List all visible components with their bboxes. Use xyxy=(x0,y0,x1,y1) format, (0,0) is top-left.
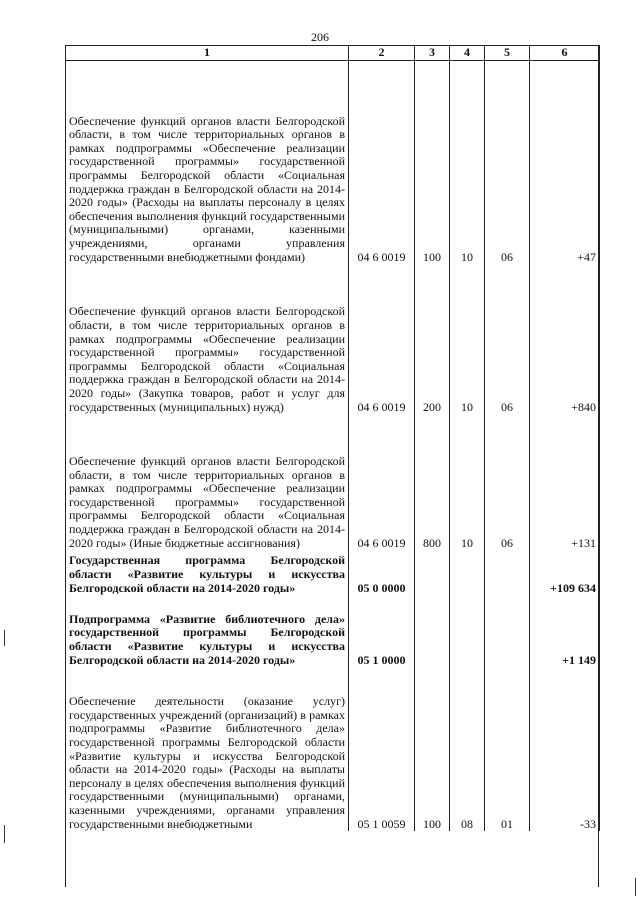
table-row xyxy=(66,667,600,831)
row-col3: 800 xyxy=(415,414,450,550)
row-col4 xyxy=(450,550,485,595)
row-description: Обеспечение функций органов власти Белгородской области, в том числе территориальных органов в рамках подпрограммы «Обеспечение реализации государственной программы» государственной программы Белгородской области «Социальная поддержка граждан в Белгородской области на 2014-2020 годы» (Закупка товаров, работ и услуг для государственных (муниципальных) нужд) xyxy=(66,264,349,414)
budget-table xyxy=(65,45,600,831)
row-code: 05 1 0059 xyxy=(349,667,415,831)
row-col5 xyxy=(485,595,530,667)
table-row xyxy=(66,550,600,595)
table-row xyxy=(66,60,600,264)
row-col5: 06 xyxy=(485,60,530,264)
column-header-6: 6 xyxy=(530,46,600,61)
row-description: Подпрограмма «Развитие библиотечного дела» государственной программы Белгородской области «Развитие культуры и искусства Белгородской области на 2014-2020 годы» xyxy=(66,595,349,667)
row-col4: 10 xyxy=(450,414,485,550)
row-amount: -33 xyxy=(530,667,600,831)
column-header-1: 1 xyxy=(66,46,349,61)
row-amount: +109 634 xyxy=(530,550,600,595)
page-number: 206 xyxy=(311,30,329,44)
column-header-3: 3 xyxy=(415,46,450,61)
row-code: 04 6 0019 xyxy=(349,414,415,550)
row-code: 04 6 0019 xyxy=(349,60,415,264)
row-code: 04 6 0019 xyxy=(349,264,415,414)
column-header-5: 5 xyxy=(485,46,530,61)
row-col4 xyxy=(450,595,485,667)
scan-edge-mark xyxy=(635,878,636,896)
row-col3: 100 xyxy=(415,667,450,831)
table-row xyxy=(66,414,600,550)
row-amount: +47 xyxy=(530,60,600,264)
row-col3 xyxy=(415,595,450,667)
table-row xyxy=(66,595,600,667)
column-header-4: 4 xyxy=(450,46,485,61)
header-row xyxy=(66,46,600,61)
row-col3 xyxy=(415,550,450,595)
row-code: 05 0 0000 xyxy=(349,550,415,595)
row-col5: 06 xyxy=(485,264,530,414)
row-description: Государственная программа Белгородской области «Развитие культуры и искусства Белгородской области на 2014-2020 годы» xyxy=(66,550,349,595)
table-row xyxy=(66,264,600,414)
row-col3: 200 xyxy=(415,264,450,414)
scan-edge-mark xyxy=(4,630,5,646)
row-amount: +840 xyxy=(530,264,600,414)
row-description: Обеспечение функций органов власти Белгородской области, в том числе территориальных органов в рамках подпрограммы «Обеспечение реализации государственной программы» государственной программы Белгородской области «Социальная поддержка граждан в Белгородской области на 2014-2020 годы» (Расходы на выплаты персоналу в целях обеспечения выполнения функций государственными (муниципальными) органами, казенными учреждениями, органами управления государственными внебюджетными фондами) xyxy=(66,60,349,264)
row-amount: +131 xyxy=(530,414,600,550)
row-col5: 01 xyxy=(485,667,530,831)
row-col4: 10 xyxy=(450,264,485,414)
row-code: 05 1 0000 xyxy=(349,595,415,667)
row-amount: +1 149 xyxy=(530,595,600,667)
scan-edge-mark xyxy=(4,825,5,843)
row-col5: 06 xyxy=(485,414,530,550)
row-col5 xyxy=(485,550,530,595)
row-col4: 10 xyxy=(450,60,485,264)
row-description: Обеспечение функций органов власти Белгородской области, в том числе территориальных органов в рамках подпрограммы «Обеспечение реализации государственной программы» государственной программы Белгородской области «Социальная поддержка граждан в Белгородской области на 2014-2020 годы» (Иные бюджетные ассигнования) xyxy=(66,414,349,550)
row-col3: 100 xyxy=(415,60,450,264)
row-description: Обеспечение деятельности (оказание услуг) государственных учреждений (организаций) в рамках подпрограммы «Развитие библиотечного дела» государственной программы Белгородской области «Развитие культуры и искусства Белгородской области на 2014-2020 годы» (Расходы на выплаты персоналу в целях обеспечения выполнения функций государственными (муниципальными) органами, казенными учреждениями, органами управления государственными внебюджетными xyxy=(66,667,349,831)
row-col4: 08 xyxy=(450,667,485,831)
column-header-2: 2 xyxy=(349,46,415,61)
